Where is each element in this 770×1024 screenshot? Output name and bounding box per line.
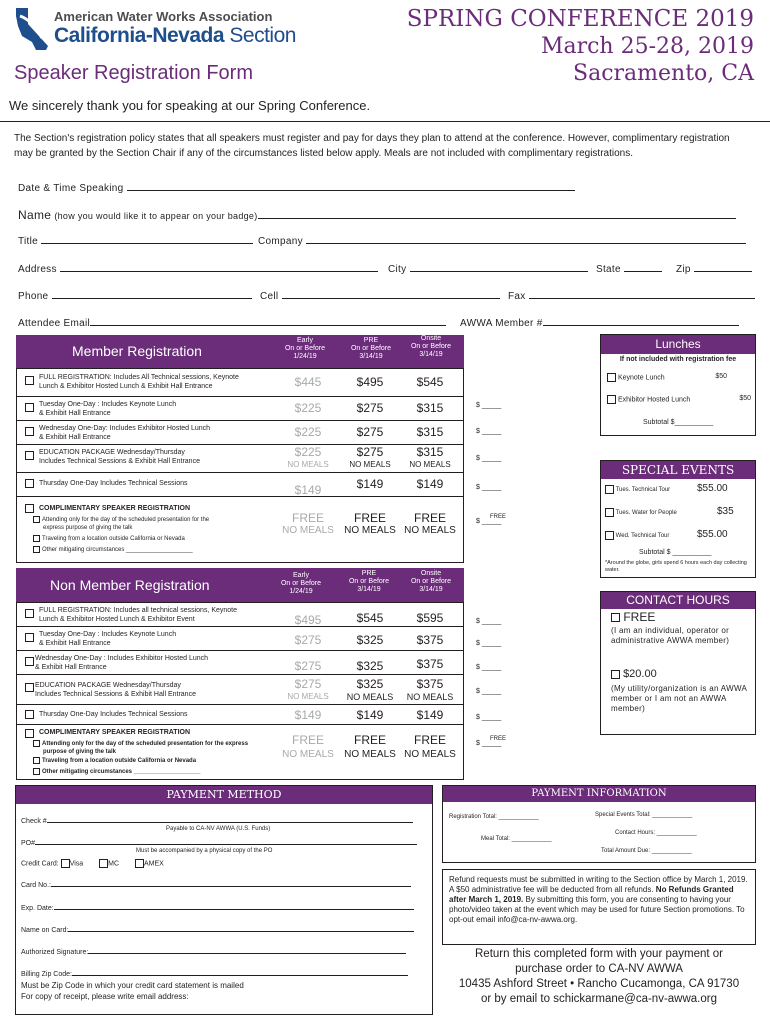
price-onsite: $545 <box>416 375 444 389</box>
price-pre: $325 <box>356 677 384 691</box>
billing-zip-label: Billing Zip Code: <box>21 971 72 978</box>
email-label: Attendee Email <box>18 318 91 329</box>
row-desc-line: Lunch & Exhibitor Hosted Lunch & Exhibitor Event <box>39 616 195 623</box>
price-early: $225 <box>294 425 322 439</box>
price-pre: $495 <box>356 375 384 389</box>
row-checkbox[interactable] <box>25 451 34 460</box>
special-events-title: SPECIAL EVENTS <box>601 461 755 479</box>
price-pre: $325 <box>356 633 384 647</box>
price-pre: $149 <box>356 708 384 722</box>
no-meals-early: NO MEALS <box>282 525 334 536</box>
refund-text-2: No Refunds Granted after March 1, 2019. <box>449 885 734 904</box>
contact-hours-title: CONTACT HOURS <box>601 592 755 609</box>
no-meals-onsite: NO MEALS <box>404 525 456 536</box>
option-label: Traveling from a location outside California or Nevada <box>42 758 197 765</box>
nonmember-header <box>16 568 464 602</box>
item-label: Tues. Water for People <box>615 510 677 517</box>
special-note: *Around the globe, girls spend 6 hours each day collecting water. <box>605 560 747 573</box>
price-early: $149 <box>294 483 322 497</box>
total-amount-due[interactable]: Total Amount Due: ____________ <box>601 848 692 854</box>
form-title: Speaker Registration Form <box>14 62 253 84</box>
table-row <box>17 421 463 445</box>
item-price: $50 <box>739 395 751 402</box>
free-onsite: FREE <box>413 511 446 525</box>
name-label: Name <box>18 208 52 222</box>
col-label: On or Before <box>410 578 452 585</box>
amount-blank[interactable]: $ _____ <box>476 484 502 491</box>
checkbox[interactable] <box>605 508 614 517</box>
option-checkbox[interactable] <box>33 740 40 747</box>
amount-blank[interactable]: $ _____ <box>476 688 502 695</box>
exp-date-label: Exp. Date: <box>21 905 54 912</box>
row-checkbox[interactable] <box>25 403 34 412</box>
check-note: Payable to CA-NV AWWA (U.S. Funds) <box>166 826 271 832</box>
free-early: FREE <box>291 511 324 525</box>
visa-label: Visa <box>69 860 84 868</box>
col-label: Early <box>297 337 313 344</box>
row-desc <box>35 681 196 699</box>
row-desc-line: & Exhibit Hall Entrance <box>39 434 111 441</box>
row-checkbox[interactable] <box>25 479 34 488</box>
price-pre-sub: NO MEALS <box>346 692 394 702</box>
option-label-cont: purpose of giving the talk <box>43 749 117 756</box>
lunches-panel <box>600 334 756 436</box>
row-desc-line: Includes Technical Sessions & Exhibit Hall Entrance <box>39 458 200 465</box>
price-early: $275 <box>294 633 322 647</box>
amount-blank[interactable]: $ _____ <box>476 518 502 525</box>
payment-info-panel <box>442 785 756 863</box>
option-label: FREE <box>623 610 656 624</box>
return-instructions <box>442 947 756 1007</box>
thanks-text: We sincerely thank you for speaking at our Spring Conference. <box>9 98 371 113</box>
return-line-2: purchase order to CA-NV AWWA <box>515 963 683 975</box>
comp-option-1[interactable] <box>33 740 248 756</box>
free-early: FREE <box>291 733 324 747</box>
city-label: City <box>388 264 407 275</box>
lunches-title: Lunches <box>601 335 755 354</box>
price-onsite: $375 <box>416 633 444 647</box>
amount-blank[interactable]: $ _____ <box>476 428 502 435</box>
row-checkbox[interactable] <box>25 609 34 618</box>
policy-text: The Section's registration policy states that all speakers must register and pay for days they plan to attend at the conference. However, complimentary registration may be granted by the Section Chair if any of the circumstances listed below apply. Meals are not included with complimentary registrations. <box>14 133 730 159</box>
refund-panel <box>442 869 756 945</box>
contact-free-desc: (I am an individual, operator or administrative AWWA member) <box>611 626 730 645</box>
col-label: 3/14/19 <box>419 586 443 593</box>
po-note: Must be accompanied by a physical copy of the PO <box>136 848 273 854</box>
price-early: $149 <box>294 708 322 722</box>
return-line-4: or by email to schickarmane@ca-nv-awwa.org <box>480 993 717 1005</box>
zip-label: Zip <box>676 264 691 275</box>
awwa-member-label: AWWA Member # <box>460 318 543 329</box>
row-desc-line: & Exhibit Hall Entrance <box>39 640 111 647</box>
special-item-3[interactable] <box>605 531 669 540</box>
row-desc-line: FULL REGISTRATION: Includes all technical sessions, Keynote <box>39 607 238 614</box>
table-row <box>17 369 463 397</box>
name-on-card-field[interactable] <box>21 927 414 934</box>
credit-card-label: Credit Card: <box>21 860 59 868</box>
conference-city: Sacramento, CA <box>573 61 754 86</box>
company-field[interactable] <box>258 236 746 247</box>
option-label: Attending only for the day of the scheduled presentation for the express <box>42 741 249 748</box>
price-onsite: $315 <box>416 401 444 415</box>
member-col-onsite <box>402 335 460 359</box>
col-label: On or Before <box>350 345 392 352</box>
comp-title: COMPLIMENTARY SPEAKER REGISTRATION <box>39 729 191 736</box>
no-meals-pre: NO MEALS <box>344 525 396 536</box>
org-line-2-regular: Section <box>224 24 296 47</box>
phone-label: Phone <box>18 291 49 302</box>
option-checkbox[interactable] <box>33 516 40 523</box>
special-events-total[interactable]: Special Events Total: ____________ <box>595 812 693 818</box>
nonmember-title: Non Member Registration <box>50 577 210 593</box>
comp-option-1[interactable] <box>33 516 209 532</box>
price-onsite: $149 <box>416 477 444 491</box>
nonmember-col-onsite <box>402 570 460 594</box>
col-label: 3/14/19 <box>357 586 381 593</box>
col-label: 1/24/19 <box>289 588 313 595</box>
member-header <box>16 335 464 368</box>
conference-title: SPRING CONFERENCE 2019 <box>406 6 754 32</box>
po-label: PO# <box>21 840 36 847</box>
col-label: 3/14/19 <box>359 353 383 360</box>
mc-label: MC <box>108 860 120 868</box>
row-desc <box>35 654 208 672</box>
row-desc-line: Wednesday One-Day: Includes Exhibitor Hosted Lunch <box>39 425 211 432</box>
name-field[interactable] <box>18 208 736 222</box>
contact-paid-desc: (My utility/organization is an AWWA member or I am not an AWWA member) <box>611 684 747 713</box>
col-label: PRE <box>361 570 377 577</box>
price-pre: $275 <box>356 401 384 415</box>
billing-zip-note: Must be Zip Code in which your credit card statement is mailed <box>21 981 244 990</box>
special-item-2-price: $35 <box>717 506 734 517</box>
special-item-1-price: $55.00 <box>697 483 728 494</box>
lunches-note: If not included with registration fee <box>619 356 737 363</box>
price-early: $275 <box>294 659 322 673</box>
row-desc-line: & Exhibit Hall Entrance <box>35 664 107 671</box>
checkbox[interactable] <box>605 531 614 540</box>
row-desc: Thursday One-Day Includes Technical Sessions <box>39 711 188 718</box>
price-pre-sub: NO MEALS <box>349 460 391 469</box>
option-label: Other mitigating circumstances ____________________ <box>42 547 193 554</box>
row-checkbox[interactable] <box>25 376 34 385</box>
price-onsite-sub: NO MEALS <box>409 460 451 469</box>
no-meals-onsite: NO MEALS <box>404 749 456 760</box>
row-desc-line: EDUCATION PACKAGE Wednesday/Thursday <box>35 682 181 689</box>
nonmember-table <box>16 602 464 780</box>
row-desc-line: FULL REGISTRATION: Includes All Technical sessions, Keynote <box>39 374 239 381</box>
item-label: Exhibitor Hosted Lunch <box>617 396 691 404</box>
row-desc-line: Wednesday One-Day : Includes Exhibitor Hosted Lunch <box>35 655 209 662</box>
comp-row <box>17 497 463 562</box>
price-pre: $275 <box>356 445 384 459</box>
company-label: Company <box>258 236 303 247</box>
cell-label: Cell <box>260 291 279 302</box>
zip-field[interactable] <box>676 264 752 275</box>
registration-total[interactable]: Registration Total: ____________ <box>449 814 539 820</box>
card-number-label: Card No.: <box>21 882 51 889</box>
nonmember-col-early <box>272 572 330 596</box>
row-desc <box>39 448 200 466</box>
date-time-label: Date & Time Speaking <box>18 183 124 194</box>
nonmember-col-pre <box>340 570 398 594</box>
option-checkbox[interactable] <box>33 768 40 775</box>
checkbox[interactable] <box>611 613 620 622</box>
price-early-sub: NO MEALS <box>287 692 329 701</box>
date-time-field[interactable] <box>18 183 575 194</box>
row-desc <box>39 424 210 442</box>
option-label: Attending only for the day of the scheduled presentation for the <box>42 517 210 524</box>
checkbox[interactable] <box>605 485 614 494</box>
check-field[interactable] <box>21 818 413 825</box>
item-label: Tues. Technical Tour <box>615 487 671 494</box>
price-onsite: $149 <box>416 708 444 722</box>
free-blank-label: FREE <box>490 514 507 520</box>
table-row <box>17 603 463 627</box>
lunches-subtotal[interactable]: Subtotal $__________ <box>643 419 714 426</box>
comp-checkbox[interactable] <box>25 729 34 738</box>
return-line-1: Return this completed form with your payment or <box>475 948 723 960</box>
comp-option-2[interactable] <box>33 535 185 542</box>
row-checkbox[interactable] <box>25 427 34 436</box>
row-desc: Thursday One-Day Includes Technical Sessions <box>39 480 188 487</box>
awwa-member-field[interactable] <box>460 318 739 329</box>
free-pre: FREE <box>353 511 386 525</box>
contact-paid-option[interactable] <box>611 668 657 680</box>
price-early: $495 <box>294 613 322 627</box>
table-row <box>17 675 463 705</box>
row-checkbox[interactable] <box>25 683 34 692</box>
price-pre: $149 <box>356 477 384 491</box>
contact-hours-total[interactable]: Contact Hours: ____________ <box>615 830 697 836</box>
fax-label: Fax <box>508 291 526 302</box>
amount-blank[interactable]: $ _____ <box>476 640 502 647</box>
amount-blank[interactable]: $ _____ <box>476 455 502 462</box>
exp-date-field[interactable] <box>21 905 414 912</box>
amount-blank[interactable]: $ _____ <box>476 740 502 747</box>
option-label: Other mitigating circumstances ____________________ <box>42 769 201 776</box>
divider <box>0 121 770 122</box>
comp-title: COMPLIMENTARY SPEAKER REGISTRATION <box>39 505 191 512</box>
free-pre: FREE <box>353 733 386 747</box>
table-row <box>17 397 463 421</box>
card-number-field[interactable] <box>21 882 411 889</box>
refund-text-1: Refund requests must be submitted in writing to the Section office by March 1, 2019. A $50 administrative fee will be deducted from all refunds. <box>449 875 748 894</box>
price-onsite: $315 <box>416 445 444 459</box>
option-checkbox[interactable] <box>33 535 40 542</box>
col-label: Onsite <box>420 335 442 342</box>
return-line-3: 10435 Ashford Street • Rancho Cucamonga, CA 91730 <box>458 978 740 990</box>
col-label: On or Before <box>410 343 452 350</box>
free-onsite: FREE <box>413 733 446 747</box>
lunch-item-keynote[interactable] <box>607 373 753 382</box>
checkbox[interactable] <box>611 670 620 679</box>
amount-blank[interactable]: $ _____ <box>476 714 502 721</box>
amount-blank[interactable]: $ _____ <box>476 402 502 409</box>
table-row <box>17 651 463 675</box>
option-label-cont: express purpose of giving the talk <box>43 525 133 532</box>
price-early: $445 <box>294 375 322 389</box>
member-col-pre <box>342 337 400 361</box>
visa-checkbox[interactable] <box>61 859 70 868</box>
org-line-2 <box>54 24 296 48</box>
item-label: Wed. Technical Tour <box>615 533 670 540</box>
payment-info-title: PAYMENT INFORMATION <box>443 786 755 802</box>
comp-option-2[interactable] <box>33 757 196 764</box>
fax-field[interactable] <box>508 291 755 302</box>
conference-dates: March 25-28, 2019 <box>540 34 754 59</box>
refund-text-3: By submitting this form, you are consenting to having your photo/video taken at the event which may be used for future Section promotions. To opt-out email info@ca-nv-awwa.org. <box>449 895 745 924</box>
price-pre: $545 <box>356 611 384 625</box>
payment-method-panel <box>15 785 433 1015</box>
comp-checkbox[interactable] <box>25 504 34 513</box>
row-desc-line: & Exhibit Hall Entrance <box>39 410 111 417</box>
checkbox[interactable] <box>607 373 616 382</box>
name-on-card-label: Name on Card: <box>21 927 69 934</box>
price-onsite: $595 <box>416 611 444 625</box>
col-label: PRE <box>363 337 379 344</box>
row-checkbox[interactable] <box>25 633 34 642</box>
signature-label: Authorized Signature: <box>21 949 89 956</box>
contact-hours-panel <box>600 591 756 735</box>
table-row <box>17 445 463 473</box>
org-line-1: American Water Works Association <box>54 9 273 24</box>
billing-zip-field[interactable] <box>21 971 408 978</box>
member-col-early <box>276 337 334 361</box>
table-row <box>17 473 463 497</box>
meal-total[interactable]: Meal Total: ____________ <box>481 836 552 842</box>
checkbox[interactable] <box>607 395 616 404</box>
state-field[interactable] <box>596 264 662 275</box>
receipt-note: For copy of receipt, please write email address: <box>21 992 189 1001</box>
lunch-item-exhibitor[interactable] <box>607 395 753 404</box>
po-field[interactable] <box>21 840 417 847</box>
row-desc <box>39 630 176 648</box>
row-desc-line: Tuesday One-Day : Includes Keynote Lunch <box>39 401 177 408</box>
item-price: $50 <box>715 373 727 380</box>
col-label: 1/24/19 <box>293 353 317 360</box>
free-blank-label: FREE <box>490 736 507 742</box>
amex-checkbox[interactable] <box>135 859 144 868</box>
signature-field[interactable] <box>21 949 406 956</box>
price-early-sub: NO MEALS <box>287 460 329 469</box>
comp-row <box>17 725 463 779</box>
special-item-3-price: $55.00 <box>697 529 728 540</box>
row-desc-line: Tuesday One-Day : Includes Keynote Lunch <box>39 631 177 638</box>
price-pre: $275 <box>356 425 384 439</box>
special-subtotal[interactable]: Subtotal $ __________ <box>639 549 712 556</box>
phone-field[interactable] <box>18 291 252 302</box>
table-row <box>17 627 463 651</box>
price-onsite: $375 <box>416 657 444 671</box>
row-desc <box>39 606 237 624</box>
special-item-2[interactable] <box>605 508 677 517</box>
item-label: Keynote Lunch <box>617 374 665 382</box>
credit-card-row <box>21 859 164 868</box>
member-table <box>16 368 464 563</box>
payment-method-title: PAYMENT METHOD <box>16 786 432 804</box>
amex-label: AMEX <box>143 860 164 868</box>
price-early: $225 <box>294 401 322 415</box>
row-desc-line: Lunch & Exhibitor Hosted Lunch & Exhibit Hall Entrance <box>39 383 213 390</box>
option-checkbox[interactable] <box>33 757 40 764</box>
special-events-panel <box>600 460 756 578</box>
col-label: On or Before <box>280 580 322 587</box>
title-field[interactable] <box>18 236 253 247</box>
amount-blank[interactable]: $ _____ <box>476 618 502 625</box>
member-title: Member Registration <box>72 343 202 359</box>
check-label: Check # <box>21 818 47 825</box>
state-label: State <box>596 264 621 275</box>
col-label: On or Before <box>348 578 390 585</box>
row-checkbox[interactable] <box>25 657 34 666</box>
no-meals-pre: NO MEALS <box>344 749 396 760</box>
col-label: Early <box>293 572 309 579</box>
city-field[interactable] <box>388 264 588 275</box>
address-label: Address <box>18 264 57 275</box>
price-early: $225 <box>294 445 322 459</box>
price-pre: $325 <box>356 659 384 673</box>
row-checkbox[interactable] <box>25 710 34 719</box>
comp-option-3[interactable] <box>33 768 200 775</box>
row-desc <box>39 400 176 418</box>
title-label: Title <box>18 236 39 247</box>
option-label: Traveling from a location outside California or Nevada <box>42 536 185 543</box>
no-meals-early: NO MEALS <box>282 749 334 760</box>
cell-field[interactable] <box>260 291 500 302</box>
col-label: 3/14/19 <box>419 351 443 358</box>
col-label: On or Before <box>284 345 326 352</box>
address-field[interactable] <box>18 264 378 275</box>
amount-blank[interactable]: $ _____ <box>476 664 502 671</box>
price-onsite: $315 <box>416 425 444 439</box>
comp-option-3[interactable] <box>33 546 193 553</box>
price-early: $275 <box>294 677 322 691</box>
table-row <box>17 705 463 725</box>
col-label: Onsite <box>420 570 442 577</box>
logo-map-icon <box>14 6 50 52</box>
price-onsite: $375 <box>416 677 444 691</box>
name-hint: (how you would like it to appear on your badge) <box>54 211 258 221</box>
mc-checkbox[interactable] <box>99 859 108 868</box>
option-checkbox[interactable] <box>33 546 40 553</box>
price-onsite-sub: NO MEALS <box>406 692 454 702</box>
row-desc-line: Includes Technical Sessions & Exhibit Hall Entrance <box>35 691 196 698</box>
row-desc-line: EDUCATION PACKAGE Wednesday/Thursday <box>39 449 185 456</box>
org-line-2-bold: California-Nevada <box>54 24 225 47</box>
option-label: $20.00 <box>623 668 657 680</box>
row-desc <box>39 373 239 391</box>
email-field[interactable] <box>18 318 446 329</box>
special-item-1[interactable] <box>605 485 670 494</box>
contact-free-option[interactable] <box>611 610 655 624</box>
